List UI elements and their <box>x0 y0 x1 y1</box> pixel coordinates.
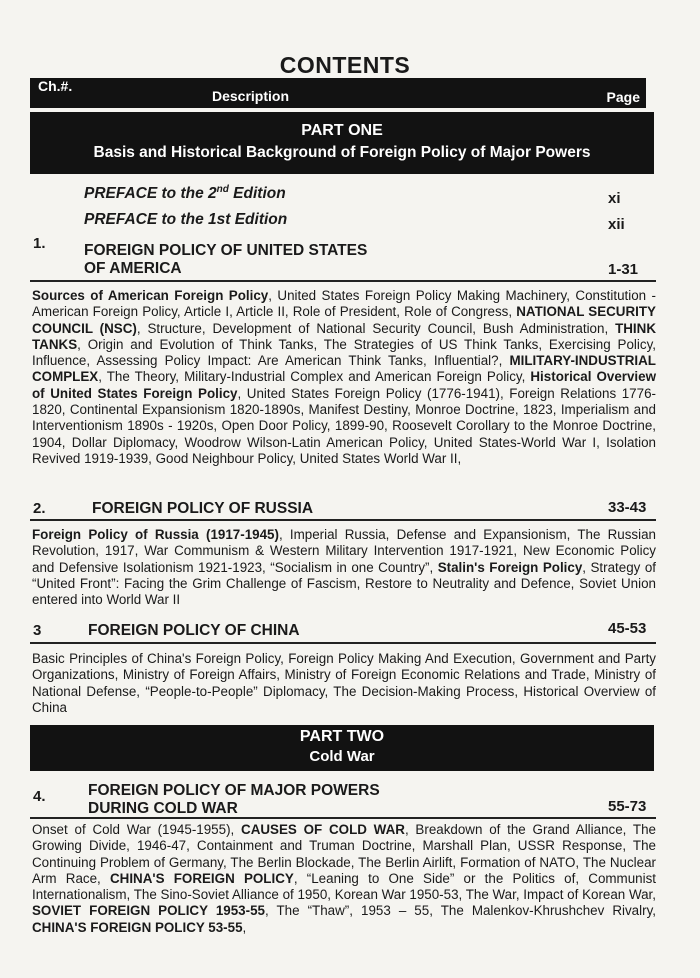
page-title: CONTENTS <box>279 52 411 78</box>
topic-text: , United States Foreign Policy Making Machinery, Constitution - American Foreign Policy, Article I, Article II, Role of President, Role of Congress, <box>32 288 656 320</box>
preface-2nd-edition[interactable] <box>84 184 286 203</box>
chapter-2-description <box>32 527 656 608</box>
topic-text: , Strategy of “United Front”: Facing the Grim Challenge of Fascism, Restore to Neutrality and Defence, Soviet Union entered into World War II <box>32 559 656 608</box>
topic-text: Basic Principles of China's Foreign Policy, Foreign Policy Making And Execution, Government and Party Organizations, Ministry of Foreign Affairs, Ministry of Foreign Economic Relations and Trade, Ministry of National Defense, “People-to-People” Diplomacy, The Decision-Making Process, Historical Overview of China <box>32 651 656 715</box>
chapter-3-title[interactable]: FOREIGN POLICY OF CHINA <box>88 622 300 639</box>
topic-heading: Foreign Policy of Russia (1917-1945) <box>32 527 279 542</box>
preface-2nd-sup: nd <box>216 184 229 195</box>
topic-heading: NATIONAL SECURITY COUNCIL (NSC) <box>32 304 656 336</box>
chapter-1-title-line2: OF AMERICA <box>84 260 182 277</box>
part-one-title: PART ONE <box>301 122 383 139</box>
topic-heading: Historical Overview of United States Foreign Policy <box>32 369 657 401</box>
topic-text: , United States Foreign Policy (1776-1941), Foreign Relations 1776-1820, Continental Expansionism 1820-1890s, Manifest Destiny, Monroe Doctrine, 1823, Imperialism and Interventionism 1890s - 1920s, Open Door Policy, 1899-90, Roosevelt Corollary to the Monroe Doctrine, 1904, Dollar Diplomacy, Woodrow Wilson-Latin American Policy, United States-World War I, Isolation Revived 1919-1939, Good Neighbour Policy, United States World War II, <box>32 385 656 466</box>
topic-text: , The Theory, Military-Industrial Complex and American Foreign Policy, <box>98 369 531 385</box>
chapter-2-rule <box>30 519 656 521</box>
part-two-title: PART TWO <box>299 728 385 745</box>
chapter-4-title[interactable] <box>88 782 380 818</box>
topic-text: , The “Thaw”, 1953 – 55, The Malenkov-Khrushchev Rivalry, <box>264 903 656 919</box>
chapter-4-title-line1: FOREIGN POLICY OF MAJOR POWERS <box>88 782 380 799</box>
topic-heading: CAUSES OF COLD WAR <box>241 822 405 837</box>
topic-text: , Origin and Evolution of Think Tanks, The Strategies of US Think Tanks, Exercising Policy, Influence, Assessing Policy Impact: Are American Think Tanks, Influential?, <box>32 336 656 369</box>
preface-2nd-suffix: Edition <box>228 185 286 203</box>
header-description-label: Description <box>212 88 290 104</box>
chapter-3-description <box>32 651 656 716</box>
chapter-2-pages: 33-43 <box>608 499 647 516</box>
chapter-1-pages: 1-31 <box>608 261 639 278</box>
table-header <box>30 78 646 108</box>
topic-text: , “Leaning to One Side” or the Politics of, Communist Internationalism, The Sino-Soviet Alliance of 1950, Korean War 1950-53, The War, Impact of Korean War, <box>32 870 656 903</box>
topic-text: , Breakdown of the Grand Alliance, The Growing Divide, 1946-47, Containment and Truman Doctrine, Marshall Plan, USSR Response, The Continuing Problem of Germany, The Berlin Blockade, The Berlin Airlift, Formation of NATO, The Nuclear Arm Race, <box>32 822 656 886</box>
chapter-3-rule <box>30 642 656 644</box>
topic-text: Onset of Cold War (1945-1955), <box>32 822 242 837</box>
chapter-4-number: 4. <box>33 788 46 805</box>
chapter-1-title-line1: FOREIGN POLICY OF UNITED STATES <box>84 242 368 259</box>
part-one-subtitle: Basis and Historical Background of Foreign Policy of Major Powers <box>93 144 591 161</box>
chapter-4-description <box>32 822 656 936</box>
chapter-4-pages: 55-73 <box>608 798 647 815</box>
chapter-2-title[interactable]: FOREIGN POLICY OF RUSSIA <box>92 500 314 517</box>
topic-heading: MILITARY-INDUSTRIAL COMPLEX <box>32 353 656 385</box>
topic-heading: THINK TANKS <box>32 320 656 352</box>
header-page-label: Page <box>606 89 640 105</box>
preface-1st-page: xii <box>608 216 625 233</box>
chapter-1-description <box>32 288 656 467</box>
preface-2nd-prefix: PREFACE to the 2 <box>84 185 217 203</box>
part-one-banner <box>30 112 654 174</box>
topic-heading: Stalin's Foreign Policy <box>437 559 583 575</box>
topic-heading: Sources of American Foreign Policy <box>32 288 269 303</box>
part-two-banner <box>30 725 654 771</box>
preface-2nd-page: xi <box>608 190 621 207</box>
chapter-4-rule <box>30 817 656 819</box>
preface-1st-edition[interactable]: PREFACE to the 1st Edition <box>84 211 288 228</box>
chapter-1-rule <box>30 280 656 282</box>
chapter-4-title-line2: DURING COLD WAR <box>88 800 238 817</box>
header-chapter-label: Ch.#. <box>38 78 73 94</box>
chapter-3-pages: 45-53 <box>608 620 647 637</box>
topic-text: , <box>242 919 247 935</box>
topic-heading: SOVIET FOREIGN POLICY 1953-55 <box>32 903 265 919</box>
chapter-2-number: 2. <box>33 500 46 517</box>
topic-heading: CHINA'S FOREIGN POLICY <box>109 870 294 886</box>
topic-text: , Imperial Russia, Defense and Expansionism, The Russian Revolution, 1917, War Communism & Western Military Intervention 1917-1921, New Economic Policy and Defensive Isolationism 1921-1923, “Socialism in one Country”, <box>32 527 656 575</box>
chapter-3-number: 3 <box>33 622 42 639</box>
topic-text: , Structure, Development of National Security Council, Bush Administration, <box>136 320 616 336</box>
chapter-1-title[interactable] <box>84 242 367 278</box>
chapter-1-number: 1. <box>33 235 46 252</box>
topic-heading: CHINA'S FOREIGN POLICY 53-55 <box>32 919 243 935</box>
part-two-subtitle: Cold War <box>309 748 375 765</box>
